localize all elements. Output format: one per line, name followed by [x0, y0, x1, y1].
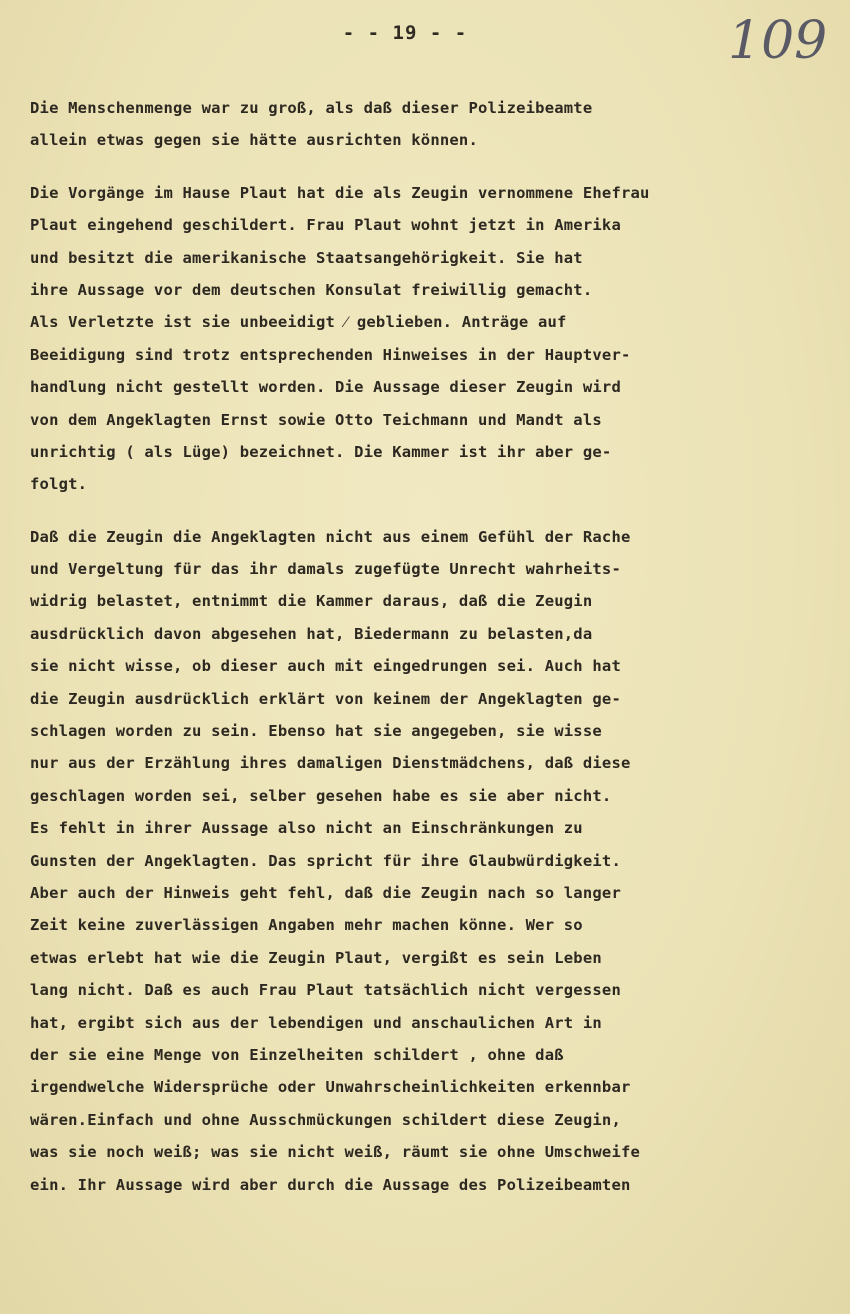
text-line: Aber auch der Hinweis geht fehl, daß die Zeugin nach so langer [30, 883, 621, 902]
text-line: nur aus der Erzählung ihres damaligen Dienstmädchens, daß diese [30, 754, 631, 773]
text-line: hat, ergibt sich aus der lebendigen und anschaulichen Art in [30, 1013, 602, 1032]
text-line: lang nicht. Daß es auch Frau Plaut tatsächlich nicht vergessen [30, 981, 621, 1000]
text-line: ein. Ihr Aussage wird aber durch die Aussage des Polizeibeamten [30, 1175, 631, 1194]
text-line: der sie eine Menge von Einzelheiten schildert , ohne daß [30, 1045, 564, 1064]
text-line: schlagen worden zu sein. Ebenso hat sie angegeben, sie wisse [30, 722, 602, 741]
text-line: etwas erlebt hat wie die Zeugin Plaut, vergißt es sein Leben [30, 948, 602, 967]
text-line: und Vergeltung für das ihr damals zugefügte Unrecht wahrheits- [30, 560, 621, 579]
paragraph-2 [30, 177, 830, 501]
text-line: unrichtig ( als Lüge) bezeichnet. Die Kammer ist ihr aber ge- [30, 442, 612, 461]
text-line: von dem Angeklagten Ernst sowie Otto Teichmann und Mandt als [30, 410, 602, 429]
text-line: Daß die Zeugin die Angeklagten nicht aus einem Gefühl der Rache [30, 527, 631, 546]
document-body [30, 92, 830, 1201]
page-number: - - 19 - - [342, 22, 468, 44]
text-line: die Zeugin ausdrücklich erklärt von keinem der Angeklagten ge- [30, 689, 621, 708]
text-line: folgt. [30, 475, 88, 494]
text-line: Es fehlt in ihrer Aussage also nicht an Einschränkungen zu [30, 819, 583, 838]
paragraph-1 [30, 92, 830, 157]
text-line: Plaut eingehend geschildert. Frau Plaut wohnt jetzt in Amerika [30, 216, 621, 235]
text-line: handlung nicht gestellt worden. Die Aussage dieser Zeugin wird [30, 378, 621, 397]
text-line: Beeidigung sind trotz entsprechenden Hinweises in der Hauptver- [30, 345, 631, 364]
text-line: geschlagen worden sei, selber gesehen habe es sie aber nicht. [30, 786, 612, 805]
handwritten-folio-number [724, 6, 828, 72]
text-line: wären.Einfach und ohne Ausschmückungen schildert diese Zeugin, [30, 1110, 621, 1129]
text-line: Zeit keine zuverlässigen Angaben mehr machen könne. Wer so [30, 916, 583, 935]
text-line: ausdrücklich davon abgesehen hat, Biedermann zu belasten,da [30, 624, 593, 643]
text-line: sie nicht wisse, ob dieser auch mit eingedrungen sei. Auch hat [30, 657, 621, 676]
text-line: was sie noch weiß; was sie nicht weiß, räumt sie ohne Umschweife [30, 1143, 641, 1162]
paragraph-3 [30, 521, 830, 1201]
folio-text: 109 [728, 11, 828, 71]
text-line: irgendwelche Widersprüche oder Unwahrscheinlichkeiten erkennbar [30, 1078, 631, 1097]
text-line: ihre Aussage vor dem deutschen Konsulat freiwillig gemacht. [30, 280, 593, 299]
text-line: und besitzt die amerikanische Staatsangehörigkeit. Sie hat [30, 248, 583, 267]
text-line: widrig belastet, entnimmt die Kammer daraus, daß die Zeugin [30, 592, 593, 611]
text-line: Die Menschenmenge war zu groß, als daß dieser Polizeibeamte [30, 99, 593, 117]
text-line: Als Verletzte ist sie unbeeidigt ⁄ geblieben. Anträge auf [30, 313, 567, 332]
text-line: Gunsten der Angeklagten. Das spricht für ihre Glaubwürdigkeit. [30, 851, 621, 870]
text-line: allein etwas gegen sie hätte ausrichten können. [30, 131, 478, 150]
text-line: Die Vorgänge im Hause Plaut hat die als Zeugin vernommene Ehefrau [30, 183, 650, 202]
